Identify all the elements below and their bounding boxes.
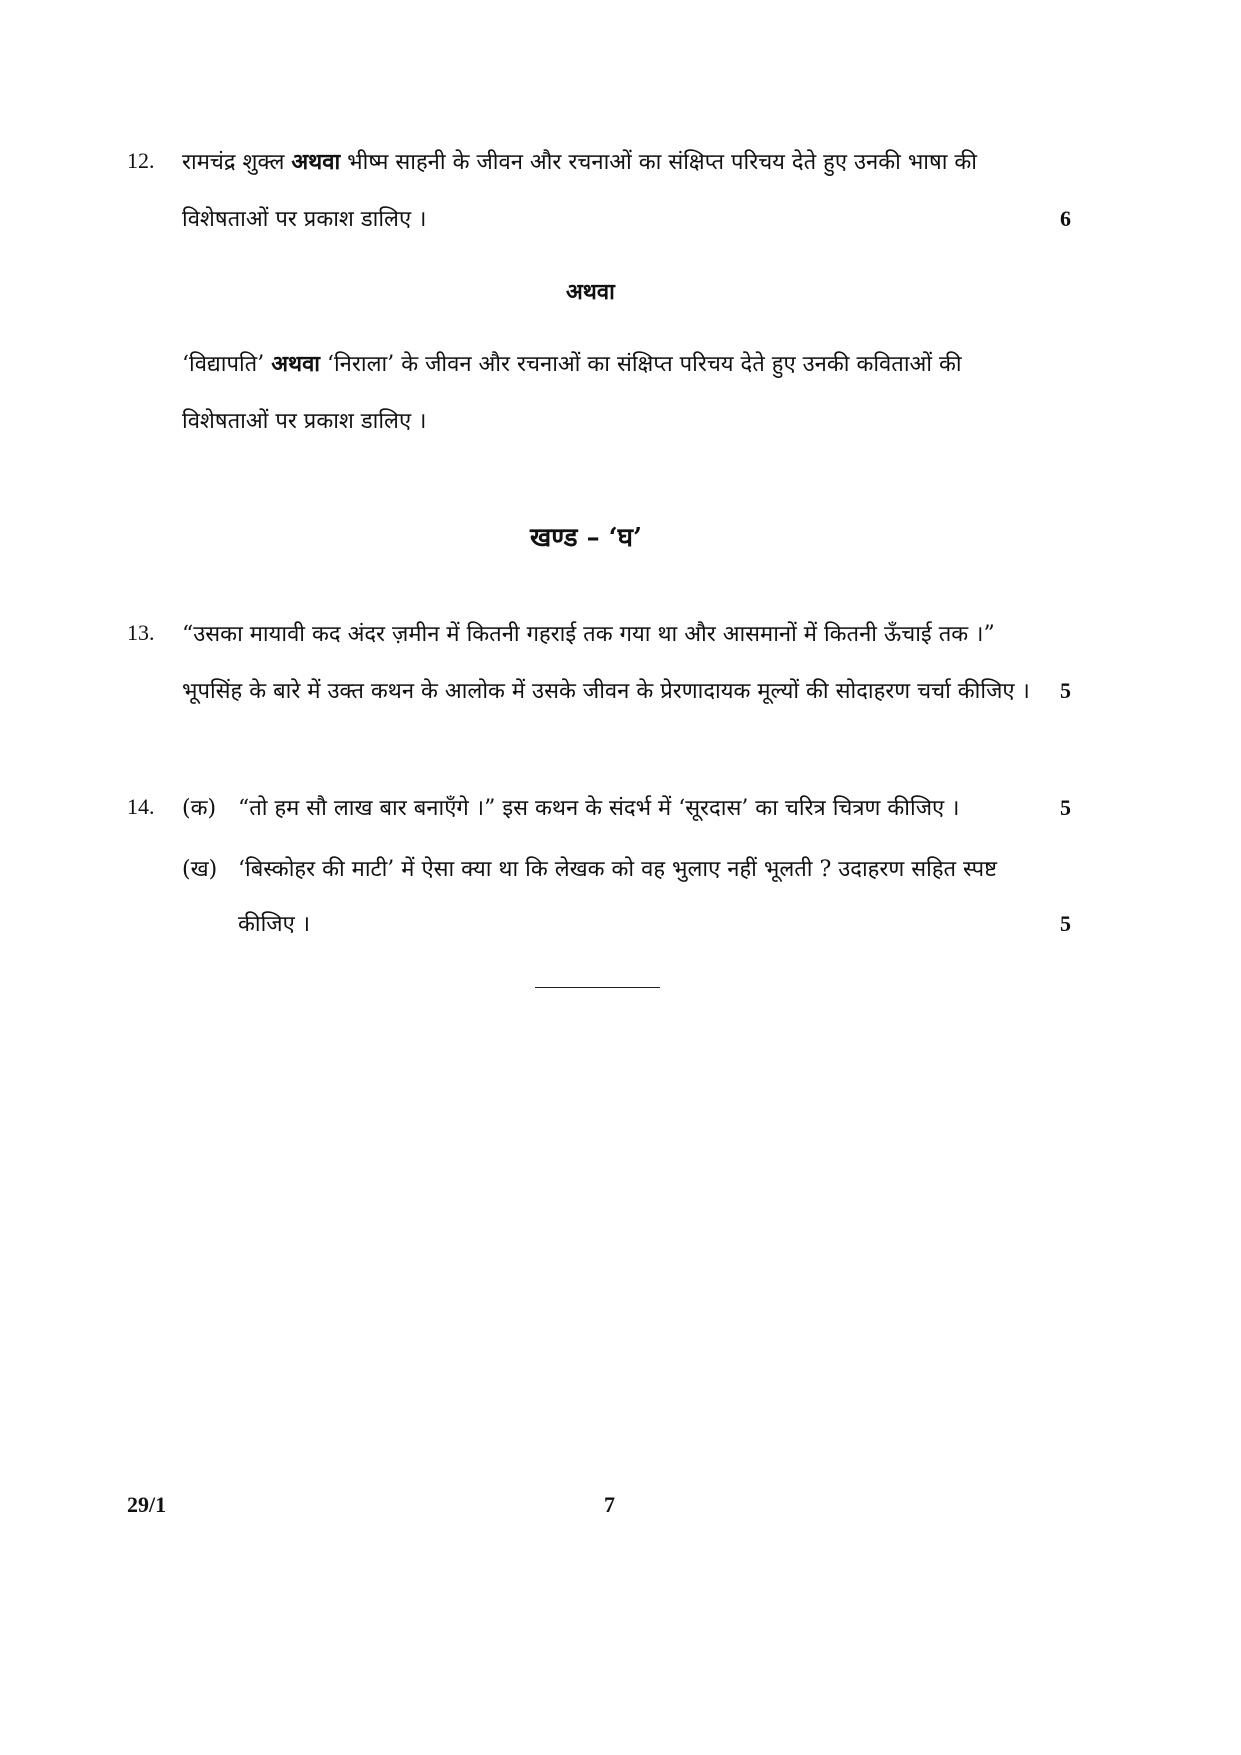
question-12-alt-line-1 (182, 348, 962, 378)
question-12-or-inline: अथवा (291, 149, 341, 175)
question-13-line-2: भूपसिंह के बारे में उक्त कथन के आलोक में उसके जीवन के प्रेरणादायक मूल्यों की सोदाहरण चर्चा कीजिए । (182, 679, 1030, 704)
question-12-or-heading: अथवा (566, 279, 615, 305)
question-12-line-2: विशेषताओं पर प्रकाश डालिए । (182, 207, 427, 232)
question-14a-marks: 5 (1060, 795, 1071, 820)
question-14a-label: (क) (182, 796, 217, 821)
section-heading: खण्ड – ‘घ’ (530, 523, 643, 553)
question-14b-marks: 5 (1060, 911, 1071, 936)
footer-page-number: 7 (604, 1492, 615, 1517)
question-12-line-1-text-b: भीष्म साहनी के जीवन और रचनाओं का संक्षिप्त परिचय देते हुए उनकी भाषा की (340, 150, 977, 175)
question-12-line-1 (182, 146, 977, 176)
question-14b-line-1: ‘बिस्कोहर की माटी’ में ऐसा क्या था कि लेखक को वह भुलाए नहीं भूलती ? उदाहरण सहित स्पष्ट (238, 857, 997, 882)
question-number-13: 13. (127, 620, 155, 645)
question-12-alt-line-1-text-a: ‘विद्यापति’ (182, 352, 272, 377)
footer-paper-code: 29/1 (127, 1492, 167, 1517)
question-14b-label: (ख) (182, 857, 218, 882)
question-13-marks: 5 (1060, 678, 1071, 703)
question-12-marks: 6 (1060, 206, 1071, 231)
question-12-alt-or-inline: अथवा (271, 351, 320, 377)
question-14b-line-2: कीजिए । (238, 912, 311, 937)
question-12-alt-line-1-text-b: ‘निराला’ के जीवन और रचनाओं का संक्षिप्त परिचय देते हुए उनकी कविताओं की (320, 352, 962, 377)
question-number-14: 14. (127, 794, 155, 819)
question-14a-text: “तो हम सौ लाख बार बनाएँगे ।” इस कथन के संदर्भ में ‘सूरदास’ का चरित्र चित्रण कीजिए । (238, 796, 960, 821)
question-12-alt-line-2: विशेषताओं पर प्रकाश डालिए । (182, 409, 427, 434)
question-13-line-1: “उसका मायावी कद अंदर ज़मीन में कितनी गहराई तक गया था और आसमानों में कितनी ऊँचाई तक ।” (182, 622, 995, 647)
question-12-line-1-text-a: रामचंद्र शुक्ल (182, 150, 292, 175)
end-rule (535, 987, 660, 988)
question-number-12: 12. (127, 148, 155, 173)
